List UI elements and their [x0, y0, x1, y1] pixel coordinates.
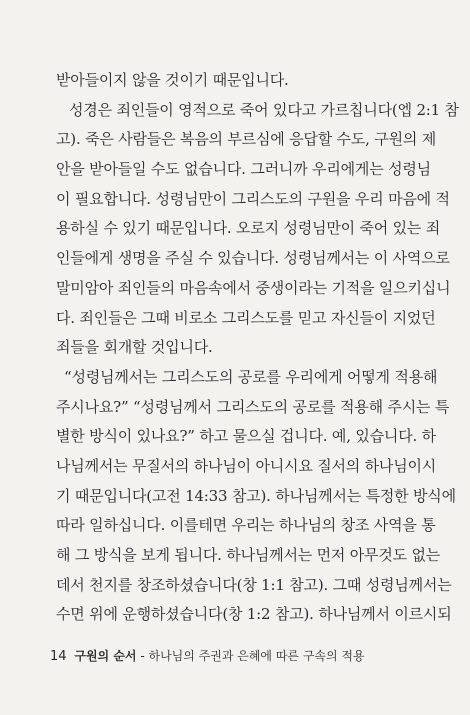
paragraph-line: “성령님께서는 그리스도의 공로를 우리에게 어떻게 적용해 — [64, 367, 438, 386]
paragraph-line: 데서 천지를 창조하셨습니다(창 1:1 참고). 그때 성령님께서는 — [56, 575, 452, 594]
book-title: 구원의 순서 — [74, 649, 137, 663]
paragraph-line: 다. 죄인들은 그때 비로소 그리스도를 믿고 자신들이 지었던 — [56, 308, 436, 327]
paragraph-line: 받아들이지 않을 것이기 때문입니다. — [56, 71, 289, 89]
page-number: 14 — [50, 649, 67, 664]
paragraph-line: 별한 방식이 있나요?” 하고 물으실 겁니다. 예, 있습니다. 하 — [56, 427, 436, 446]
paragraph-line: 나님께서는 무질서의 하나님이 아니시요 질서의 하나님이시 — [56, 456, 437, 475]
paragraph-line: 고). 죽은 사람들은 복음의 부르심에 응답할 수도, 구원의 제 — [56, 130, 437, 149]
paragraph-line: 이 필요합니다. 성령님만이 그리스도의 구원을 우리 마음에 적 — [56, 189, 450, 208]
paragraph-line: 수면 위에 운행하셨습니다(창 1:2 참고). 하나님께서 이르시되 — [56, 605, 452, 624]
page-footer — [50, 647, 365, 664]
paragraph-line: 따라 일하십니다. 이를테면 우리는 하나님의 창조 사역을 통 — [56, 516, 436, 535]
book-subtitle: - 하나님의 주권과 은혜에 따른 구속의 적용 — [136, 649, 365, 663]
page-body-text — [56, 66, 459, 630]
paragraph-line: 안을 받아들일 수도 없습니다. 그러니까 우리에게는 성령님 — [56, 160, 431, 179]
paragraph-line: 해 그 방식을 보게 됩니다. 하나님께서는 먼저 아무것도 없는 — [56, 546, 441, 564]
paragraph-line: 용하실 수 있기 때문입니다. 오로지 성령님만이 죽어 있는 죄 — [56, 219, 441, 238]
paragraph-line: 기 때문입니다(고전 14:33 참고). 하나님께서는 특정한 방식에 — [56, 486, 456, 505]
paragraph-line: 말미암아 죄인들의 마음속에서 중생이라는 기적을 일으키십니 — [56, 278, 451, 297]
paragraph-line: 주시나요?” “성령님께서 그리스도의 공로를 적용해 주시는 특 — [56, 397, 450, 416]
paragraph-line: 죄들을 회개할 것입니다. — [56, 338, 213, 357]
paragraph-line: 성경은 죄인들이 영적으로 죽어 있다고 가르칩니다(엡 2:1 참 — [69, 100, 459, 119]
paragraph-line: 인들에게 생명을 주실 수 있습니다. 성령님께서는 이 사역으로 — [56, 249, 450, 268]
